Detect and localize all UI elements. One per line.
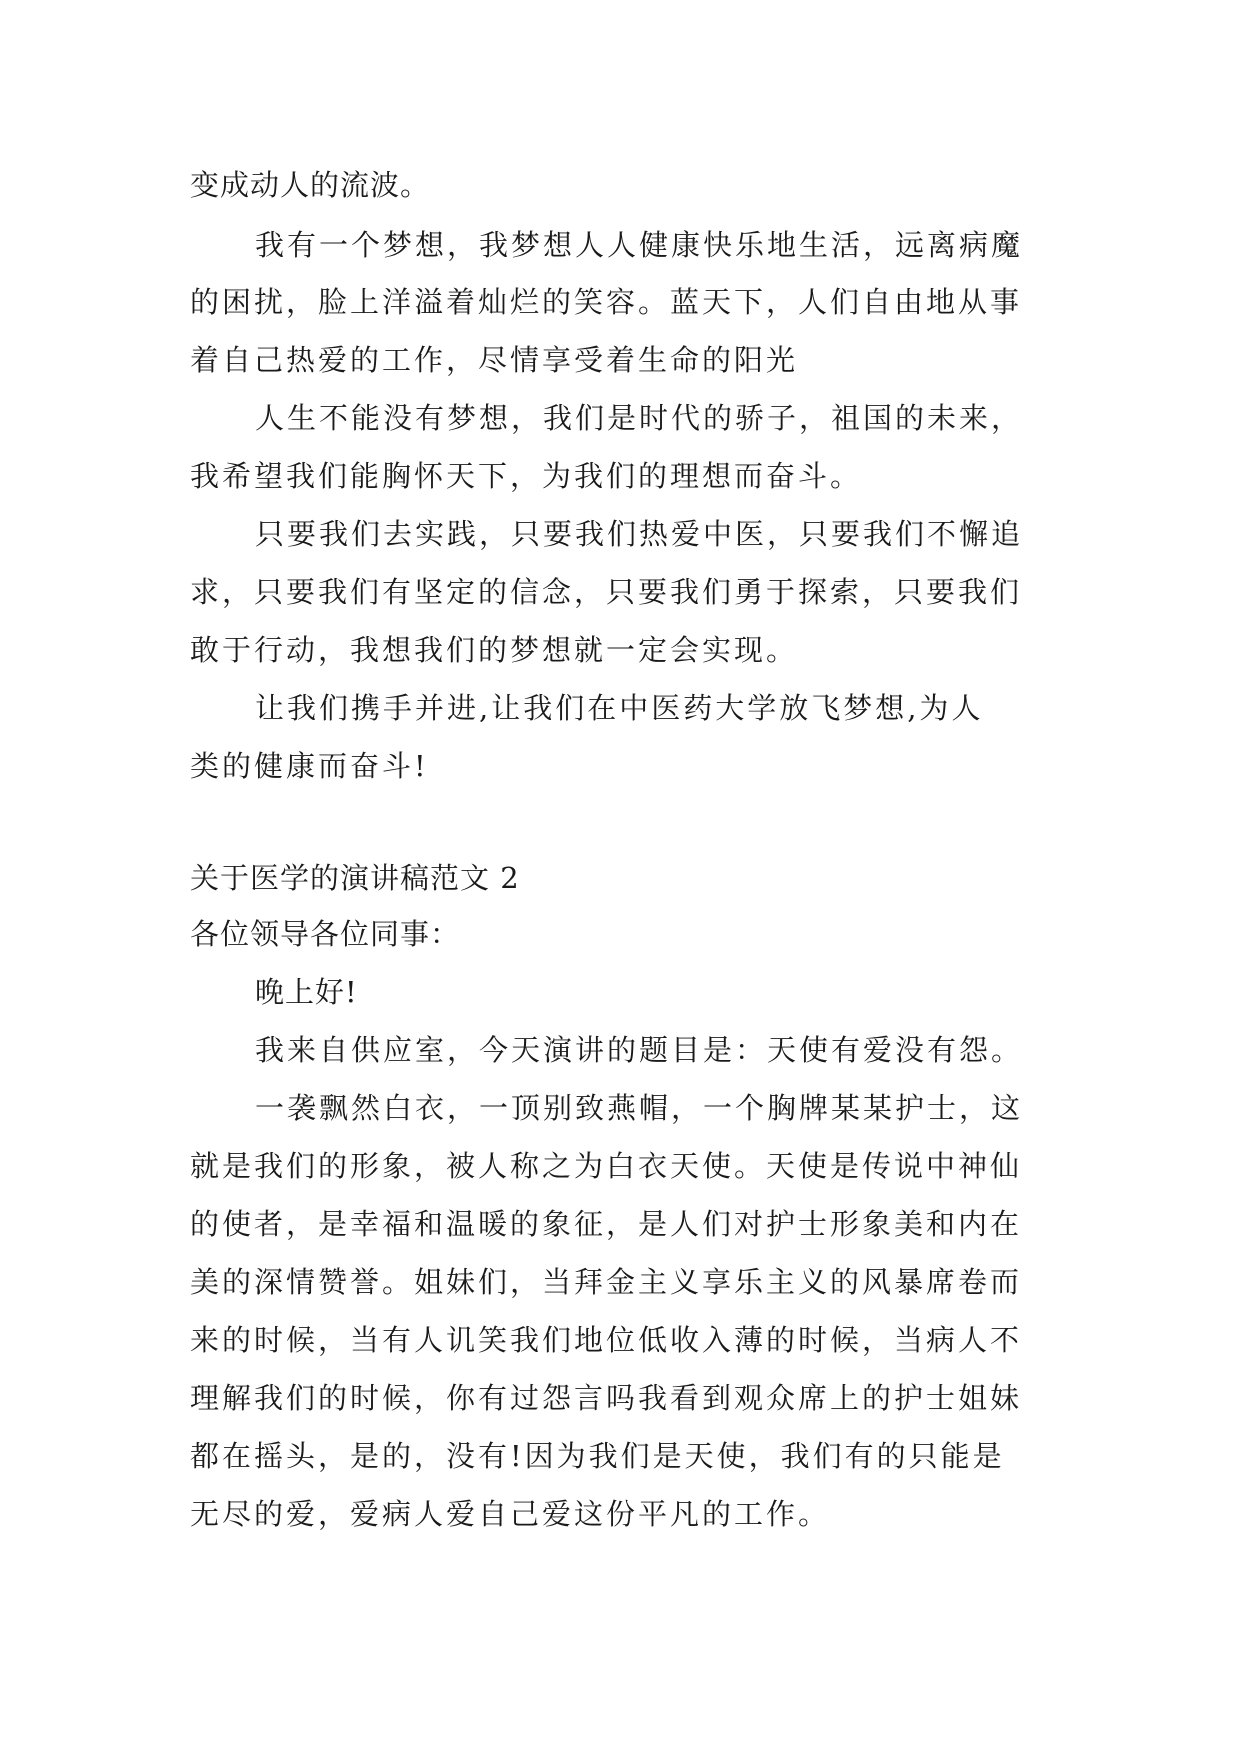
- paragraph-line: 美的深情赞誉。姐妹们，当拜金主义享乐主义的风暴席卷而: [190, 1265, 1023, 1299]
- paragraph-line: 来的时候，当有人讥笑我们地位低收入薄的时候，当病人不: [190, 1323, 1023, 1357]
- paragraph-line: 无尽的爱，爱病人爱自己爱这份平凡的工作。: [190, 1497, 831, 1531]
- paragraph-line: 人生不能没有梦想，我们是时代的骄子，祖国的未来，: [255, 401, 1024, 435]
- paragraph-line: 我来自供应室，今天演讲的题目是：天使有爱没有怨。: [255, 1033, 1024, 1067]
- paragraph-line: 只要我们去实践，只要我们热爱中医，只要我们不懈追: [255, 517, 1024, 551]
- greeting: 晚上好!: [255, 975, 358, 1009]
- paragraph-line: 的困扰，脸上洋溢着灿烂的笑容。蓝天下，人们自由地从事: [190, 285, 1023, 319]
- paragraph-line: 都在摇头，是的，没有!因为我们是天使，我们有的只能是: [190, 1439, 1005, 1473]
- paragraph-line: 理解我们的时候，你有过怨言吗我看到观众席上的护士姐妹: [190, 1381, 1023, 1415]
- paragraph-line: 的使者，是幸福和温暖的象征，是人们对护士形象美和内在: [190, 1207, 1023, 1241]
- paragraph-line: 变成动人的流波。: [190, 168, 431, 202]
- paragraph-line: 我希望我们能胸怀天下，为我们的理想而奋斗。: [190, 459, 863, 493]
- paragraph-line: 类的健康而奋斗!: [190, 749, 429, 783]
- paragraph-line: 让我们携手并进,让我们在中医药大学放飞梦想,为人: [255, 691, 984, 725]
- section-title: 关于医学的演讲稿范文 2: [190, 861, 520, 895]
- paragraph-line: 着自己热爱的工作，尽情享受着生命的阳光: [190, 343, 799, 377]
- salutation: 各位领导各位同事：: [190, 917, 461, 951]
- paragraph-line: 敢于行动，我想我们的梦想就一定会实现。: [190, 633, 799, 667]
- paragraph-line: 就是我们的形象，被人称之为白衣天使。天使是传说中神仙: [190, 1149, 1023, 1183]
- paragraph-line: 我有一个梦想，我梦想人人健康快乐地生活，远离病魔: [255, 228, 1024, 262]
- paragraph-line: 一袭飘然白衣，一顶别致燕帽，一个胸牌某某护士，这: [255, 1091, 1024, 1125]
- paragraph-line: 求，只要我们有坚定的信念，只要我们勇于探索，只要我们: [190, 575, 1023, 609]
